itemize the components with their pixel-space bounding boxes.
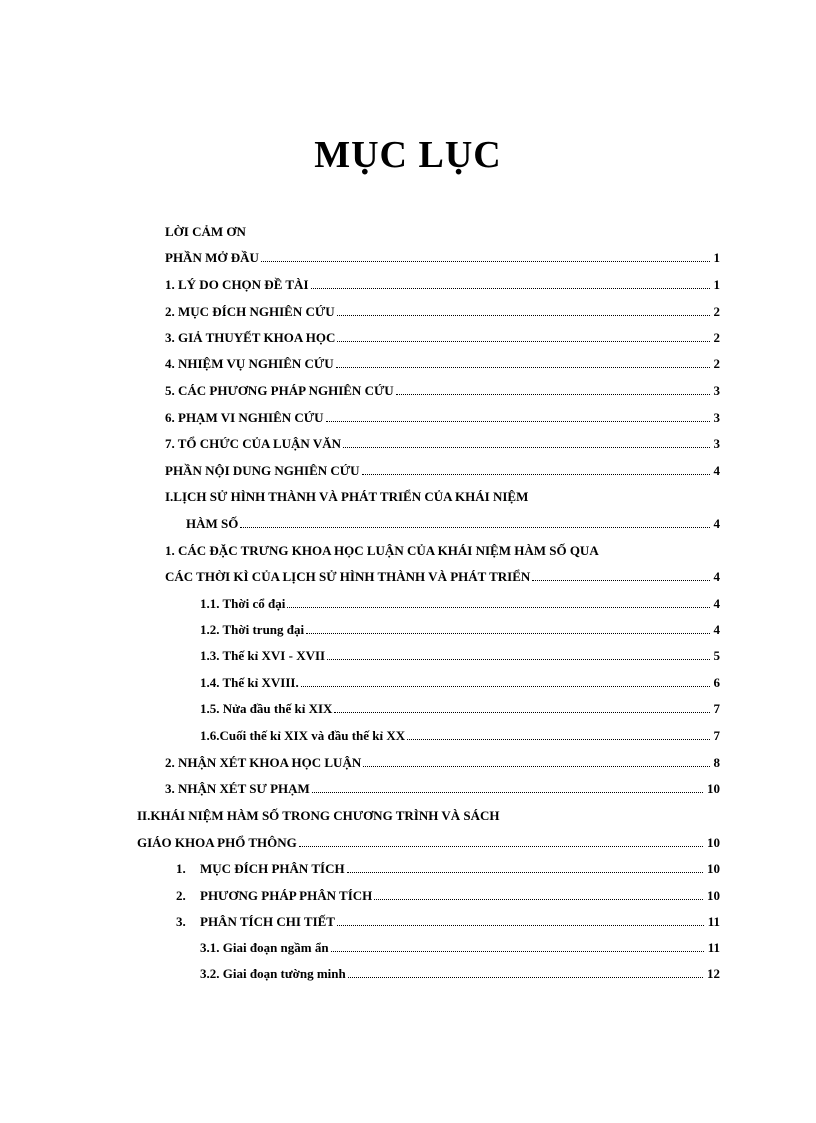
toc-entry	[165, 271, 720, 293]
dot-leader	[362, 474, 710, 475]
toc-entry-label: 1.5. Nửa đầu thế kỉ XIX	[200, 701, 333, 716]
toc-entry-label: HÀM SỐ	[186, 516, 239, 531]
toc-entry	[165, 298, 720, 320]
dot-leader	[396, 394, 710, 395]
toc-entry-text: PHÂN TÍCH CHI TIẾT	[200, 914, 335, 929]
toc-page-number: 5	[713, 648, 720, 663]
dot-leader	[343, 447, 710, 448]
toc-page-number: 4	[713, 622, 720, 637]
dot-leader	[337, 925, 704, 926]
toc-entry	[165, 483, 720, 505]
toc-entry-label	[176, 914, 337, 930]
toc-page-number: 3	[713, 410, 720, 425]
toc-entry	[165, 350, 720, 372]
toc-entry-text: MỤC ĐÍCH PHÂN TÍCH	[200, 861, 345, 876]
toc-page-number: 2	[713, 304, 720, 319]
toc-entry-label: 1. LÝ DO CHỌN ĐỀ TÀI	[165, 277, 309, 292]
dot-leader	[326, 421, 710, 422]
toc-entry-number: 3.	[176, 914, 186, 929]
toc-page-number: 1	[713, 277, 720, 292]
page-title: MỤC LỤC	[314, 134, 502, 177]
toc-entry	[165, 404, 720, 426]
toc-page-number: 3	[713, 383, 720, 398]
toc-page-number: 12	[707, 966, 720, 981]
toc-page-number: 10	[707, 835, 720, 850]
toc-entry-label: 3. NHẬN XÉT SƯ PHẠM	[165, 781, 310, 796]
toc-entry	[186, 510, 720, 532]
toc-entry-label: 1.6.Cuối thế kỉ XIX và đầu thế kỉ XX	[200, 728, 406, 743]
toc-page-number: 11	[707, 914, 720, 929]
toc-entry-number: 2.	[176, 888, 186, 903]
toc-entry-label: 1.1. Thời cổ đại	[200, 596, 286, 611]
toc-page-number: 10	[707, 781, 720, 796]
toc-entry-label: 1.3. Thế kỉ XVI - XVII	[200, 648, 326, 663]
dot-leader	[331, 951, 704, 952]
toc-page-number: 4	[713, 463, 720, 478]
toc-page-number: 8	[713, 755, 720, 770]
toc-entry	[165, 430, 720, 452]
dot-leader	[363, 766, 709, 767]
toc-entry	[165, 377, 720, 399]
toc-page-number: 7	[713, 701, 720, 716]
toc-entry	[165, 537, 720, 559]
toc-entry-text: PHƯƠNG PHÁP PHÂN TÍCH	[200, 888, 373, 903]
toc-entry-label: CÁC THỜI KÌ CỦA LỊCH SỬ HÌNH THÀNH VÀ PHÁT TRIỂN	[165, 569, 531, 584]
toc-page-number: 4	[713, 596, 720, 611]
dot-leader	[240, 527, 709, 528]
dot-leader	[299, 846, 703, 847]
dot-leader	[374, 899, 703, 900]
toc-entry-label	[176, 888, 374, 904]
toc-entry-number: 1.	[176, 861, 186, 876]
toc-entry-label: 3.2. Giai đoạn tường minh	[200, 966, 346, 981]
toc-entry-label: 3.1. Giai đoạn ngầm ẩn	[200, 940, 329, 955]
toc-entry	[200, 934, 720, 956]
toc-entry-label: 6. PHẠM VI NGHIÊN CỨU	[165, 410, 324, 425]
toc-entry	[200, 722, 720, 744]
toc-page-number: 2	[713, 356, 720, 371]
toc-entry-label: 1.2. Thời trung đại	[200, 622, 305, 637]
toc-entry	[200, 590, 720, 612]
toc-entry-label: PHẦN NỘI DUNG NGHIÊN CỨU	[165, 463, 360, 478]
dot-leader	[348, 977, 703, 978]
toc-entry-label: 2. MỤC ĐÍCH NGHIÊN CỨU	[165, 304, 335, 319]
toc-entry-label: 2. NHẬN XÉT KHOA HỌC LUẬN	[165, 755, 362, 770]
toc-entry-label: II.KHÁI NIỆM HÀM SỐ TRONG CHƯƠNG TRÌNH VÀ SÁCH	[137, 808, 500, 823]
toc-entry	[165, 457, 720, 479]
toc-entry-label: 5. CÁC PHƯƠNG PHÁP NGHIÊN CỨU	[165, 383, 394, 398]
toc-entry-label: PHẦN MỞ ĐẦU	[165, 250, 259, 265]
toc-entry	[137, 802, 720, 824]
toc-page-number: 4	[713, 569, 720, 584]
toc-entry-label: LỜI CẢM ƠN	[165, 224, 246, 239]
toc-page-number: 10	[707, 861, 720, 876]
dot-leader	[336, 367, 710, 368]
toc-page-number: 3	[713, 436, 720, 451]
toc-page-number: 10	[707, 888, 720, 903]
dot-leader	[261, 261, 710, 262]
toc-page-number: 11	[707, 940, 720, 955]
toc-entry	[176, 882, 720, 904]
toc-entry-label	[176, 861, 347, 877]
dot-leader	[337, 341, 709, 342]
dot-leader	[532, 580, 709, 581]
dot-leader	[337, 315, 710, 316]
toc-entry-label: 1.4. Thế kỉ XVIII.	[200, 675, 299, 690]
dot-leader	[334, 712, 709, 713]
toc-entry	[200, 616, 720, 638]
toc-page-number: 7	[713, 728, 720, 743]
toc-entry	[165, 563, 720, 585]
dot-leader	[301, 686, 710, 687]
toc-entry	[165, 324, 720, 346]
toc-entry	[200, 669, 720, 691]
dot-leader	[287, 607, 709, 608]
toc-entry	[165, 218, 720, 240]
dot-leader	[347, 872, 703, 873]
toc-entry	[165, 775, 720, 797]
toc-page-number: 4	[713, 516, 720, 531]
toc-entry	[176, 908, 720, 930]
toc-entry-label: 3. GIẢ THUYẾT KHOA HỌC	[165, 330, 336, 345]
toc-entry	[165, 749, 720, 771]
toc-entry-label: 7. TỔ CHỨC CỦA LUẬN VĂN	[165, 436, 341, 451]
dot-leader	[311, 288, 710, 289]
toc-entry-label: I.LỊCH SỬ HÌNH THÀNH VÀ PHÁT TRIỂN CỦA KHÁI NIỆM	[165, 489, 529, 504]
dot-leader	[327, 659, 709, 660]
toc-page-number: 1	[713, 250, 720, 265]
dot-leader	[407, 739, 709, 740]
toc-page-number: 2	[713, 330, 720, 345]
toc-entry	[137, 829, 720, 851]
dot-leader	[306, 633, 709, 634]
toc-entry	[200, 695, 720, 717]
toc-entry	[200, 960, 720, 982]
toc-entry-label: 4. NHIỆM VỤ NGHIÊN CỨU	[165, 356, 334, 371]
toc-entry-label: GIÁO KHOA PHỔ THÔNG	[137, 835, 297, 850]
toc-page-number: 6	[713, 675, 720, 690]
toc-entry	[200, 642, 720, 664]
dot-leader	[312, 792, 703, 793]
toc-entry	[176, 855, 720, 877]
toc-entry-label: 1. CÁC ĐẶC TRƯNG KHOA HỌC LUẬN CỦA KHÁI NIỆM HÀM SỐ QUA	[165, 543, 599, 558]
toc-entry	[165, 244, 720, 266]
